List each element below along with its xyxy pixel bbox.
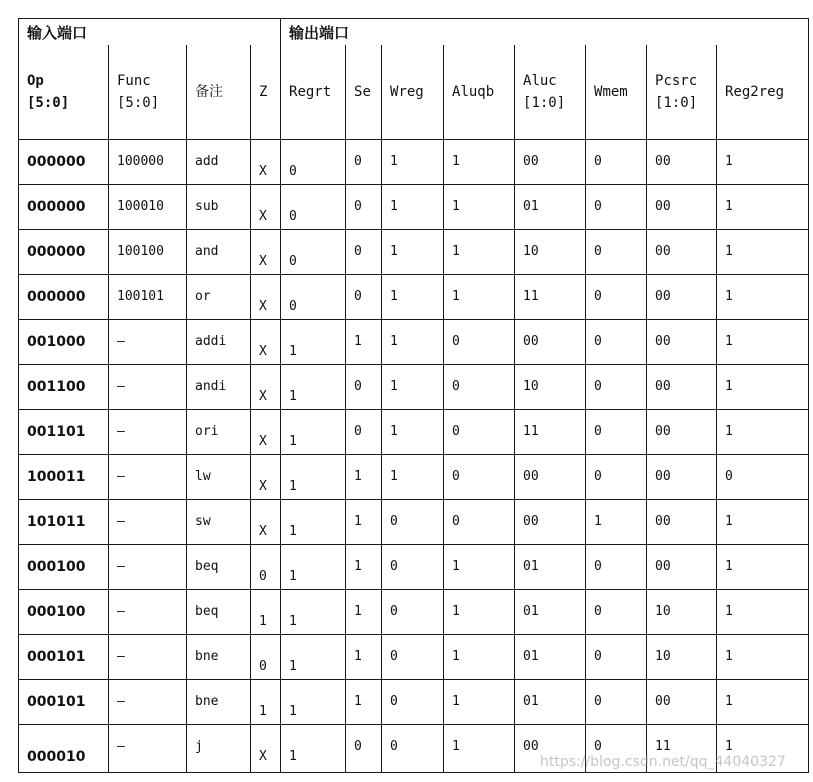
cell-reg2reg: 1 bbox=[717, 185, 809, 230]
cell-wmem: 0 bbox=[586, 590, 647, 635]
cell-wmem: 0 bbox=[586, 545, 647, 590]
table-body bbox=[19, 140, 809, 773]
column-header-line1: Wreg bbox=[390, 84, 424, 100]
cell-z: 1 bbox=[251, 680, 281, 725]
cell-aluc: 10 bbox=[515, 365, 586, 410]
cell-z: X bbox=[251, 185, 281, 230]
cell-regrt: 1 bbox=[281, 410, 346, 455]
cell-wreg: 1 bbox=[382, 275, 444, 320]
cell-wmem: 0 bbox=[586, 275, 647, 320]
column-header-wreg bbox=[382, 45, 444, 140]
cell-pcsrc: 00 bbox=[647, 545, 717, 590]
cell-se: 1 bbox=[346, 590, 382, 635]
cell-aluc: 00 bbox=[515, 140, 586, 185]
column-header-line1: Pcsrc bbox=[655, 73, 698, 89]
table-row bbox=[19, 635, 809, 680]
cell-z: X bbox=[251, 410, 281, 455]
cell-reg2reg: 1 bbox=[717, 320, 809, 365]
cell-wreg: 1 bbox=[382, 185, 444, 230]
table-row bbox=[19, 500, 809, 545]
cell-pcsrc: 00 bbox=[647, 680, 717, 725]
cell-reg2reg: 1 bbox=[717, 680, 809, 725]
cell-wmem: 0 bbox=[586, 230, 647, 275]
cell-wreg: 0 bbox=[382, 680, 444, 725]
table-row bbox=[19, 590, 809, 635]
cell-regrt: 1 bbox=[281, 680, 346, 725]
cell-note: bne bbox=[187, 680, 251, 725]
cell-aluc: 01 bbox=[515, 680, 586, 725]
cell-reg2reg: 1 bbox=[717, 365, 809, 410]
column-header-line2: [5:0] bbox=[27, 95, 70, 111]
cell-pcsrc: 00 bbox=[647, 410, 717, 455]
cell-note: and bbox=[187, 230, 251, 275]
cell-wreg: 0 bbox=[382, 500, 444, 545]
cell-aluc: 00 bbox=[515, 725, 586, 773]
table-row bbox=[19, 410, 809, 455]
cell-func: – bbox=[109, 590, 187, 635]
column-header-note bbox=[187, 45, 251, 140]
cell-wmem: 0 bbox=[586, 725, 647, 773]
cell-z: 0 bbox=[251, 635, 281, 680]
cell-note: sw bbox=[187, 500, 251, 545]
cell-regrt: 1 bbox=[281, 725, 346, 773]
column-header-regrt bbox=[281, 45, 346, 140]
cell-regrt: 0 bbox=[281, 185, 346, 230]
cell-wreg: 1 bbox=[382, 365, 444, 410]
cell-aluqb: 1 bbox=[444, 230, 515, 275]
watermark: https://blog.csdn.net/qq_44040327 bbox=[540, 754, 786, 770]
cell-se: 1 bbox=[346, 635, 382, 680]
cell-se: 1 bbox=[346, 545, 382, 590]
cell-op: 000100 bbox=[19, 590, 109, 635]
cell-z: X bbox=[251, 230, 281, 275]
cell-pcsrc: 00 bbox=[647, 275, 717, 320]
column-header-line2: [1:0] bbox=[655, 95, 698, 111]
table-row bbox=[19, 230, 809, 275]
cell-op: 100011 bbox=[19, 455, 109, 500]
cell-aluqb: 1 bbox=[444, 680, 515, 725]
cell-note: sub bbox=[187, 185, 251, 230]
cell-func: – bbox=[109, 365, 187, 410]
cell-aluc: 01 bbox=[515, 185, 586, 230]
cell-wreg: 1 bbox=[382, 140, 444, 185]
cell-se: 0 bbox=[346, 365, 382, 410]
cell-pcsrc: 00 bbox=[647, 320, 717, 365]
cell-reg2reg: 1 bbox=[717, 545, 809, 590]
cell-regrt: 1 bbox=[281, 590, 346, 635]
cell-note: bne bbox=[187, 635, 251, 680]
cell-pcsrc: 11 bbox=[647, 725, 717, 773]
table-row bbox=[19, 365, 809, 410]
cell-aluqb: 1 bbox=[444, 545, 515, 590]
cell-op: 000000 bbox=[19, 185, 109, 230]
column-header-z bbox=[251, 45, 281, 140]
cell-aluqb: 0 bbox=[444, 365, 515, 410]
cell-note: andi bbox=[187, 365, 251, 410]
cell-wmem: 0 bbox=[586, 185, 647, 230]
cell-z: X bbox=[251, 365, 281, 410]
cell-wreg: 1 bbox=[382, 410, 444, 455]
cell-aluqb: 1 bbox=[444, 725, 515, 773]
cell-se: 0 bbox=[346, 410, 382, 455]
cell-wmem: 0 bbox=[586, 455, 647, 500]
column-header-line1: Wmem bbox=[594, 84, 628, 100]
cell-func: – bbox=[109, 320, 187, 365]
cell-note: ori bbox=[187, 410, 251, 455]
cell-wreg: 0 bbox=[382, 545, 444, 590]
cell-func: – bbox=[109, 635, 187, 680]
cell-aluqb: 1 bbox=[444, 140, 515, 185]
cell-reg2reg: 1 bbox=[717, 590, 809, 635]
cell-reg2reg: 1 bbox=[717, 725, 809, 773]
column-header-op bbox=[19, 45, 109, 140]
cell-aluc: 10 bbox=[515, 230, 586, 275]
cell-regrt: 1 bbox=[281, 320, 346, 365]
cell-aluc: 11 bbox=[515, 410, 586, 455]
cell-wmem: 0 bbox=[586, 410, 647, 455]
table-row bbox=[19, 185, 809, 230]
cell-aluc: 00 bbox=[515, 455, 586, 500]
column-header-aluc bbox=[515, 45, 586, 140]
cell-aluqb: 1 bbox=[444, 185, 515, 230]
column-header-func bbox=[109, 45, 187, 140]
cell-z: X bbox=[251, 320, 281, 365]
input-port-group-header: 输入端口 bbox=[19, 19, 281, 46]
cell-aluc: 01 bbox=[515, 545, 586, 590]
cell-reg2reg: 1 bbox=[717, 140, 809, 185]
cell-func: 100100 bbox=[109, 230, 187, 275]
cell-aluqb: 0 bbox=[444, 410, 515, 455]
cell-op: 000100 bbox=[19, 545, 109, 590]
column-header-line2: [1:0] bbox=[523, 95, 566, 111]
cell-aluqb: 1 bbox=[444, 590, 515, 635]
table-row bbox=[19, 275, 809, 320]
column-header-line1: Regrt bbox=[289, 84, 332, 100]
output-port-group-header: 输出端口 bbox=[281, 19, 809, 46]
cell-op: 000000 bbox=[19, 140, 109, 185]
cell-pcsrc: 10 bbox=[647, 635, 717, 680]
cell-z: X bbox=[251, 275, 281, 320]
cell-se: 1 bbox=[346, 500, 382, 545]
cell-note: add bbox=[187, 140, 251, 185]
cell-op: 000101 bbox=[19, 680, 109, 725]
cell-pcsrc: 00 bbox=[647, 455, 717, 500]
cell-func: 100101 bbox=[109, 275, 187, 320]
cell-pcsrc: 00 bbox=[647, 140, 717, 185]
cell-func: – bbox=[109, 500, 187, 545]
cell-regrt: 1 bbox=[281, 500, 346, 545]
cell-se: 0 bbox=[346, 275, 382, 320]
cell-reg2reg: 1 bbox=[717, 410, 809, 455]
cell-reg2reg: 1 bbox=[717, 635, 809, 680]
cell-z: X bbox=[251, 500, 281, 545]
cell-wmem: 1 bbox=[586, 500, 647, 545]
cell-wreg: 0 bbox=[382, 635, 444, 680]
table-row bbox=[19, 680, 809, 725]
cell-pcsrc: 00 bbox=[647, 230, 717, 275]
cell-pcsrc: 10 bbox=[647, 590, 717, 635]
cell-aluc: 01 bbox=[515, 635, 586, 680]
cell-z: 0 bbox=[251, 545, 281, 590]
column-header-aluqb bbox=[444, 45, 515, 140]
cell-op: 001000 bbox=[19, 320, 109, 365]
table-row bbox=[19, 455, 809, 500]
cell-op: 001101 bbox=[19, 410, 109, 455]
control-signal-table bbox=[18, 18, 809, 773]
cell-regrt: 1 bbox=[281, 365, 346, 410]
cell-wreg: 0 bbox=[382, 590, 444, 635]
column-header-row bbox=[19, 45, 809, 140]
cell-func: 100000 bbox=[109, 140, 187, 185]
cell-se: 1 bbox=[346, 455, 382, 500]
cell-reg2reg: 1 bbox=[717, 275, 809, 320]
cell-note: addi bbox=[187, 320, 251, 365]
cell-wreg: 1 bbox=[382, 320, 444, 365]
column-header-reg2reg bbox=[717, 45, 809, 140]
cell-wmem: 0 bbox=[586, 365, 647, 410]
cell-note: or bbox=[187, 275, 251, 320]
cell-se: 0 bbox=[346, 140, 382, 185]
column-header-pcsrc bbox=[647, 45, 717, 140]
cell-func: – bbox=[109, 410, 187, 455]
cell-wreg: 1 bbox=[382, 455, 444, 500]
cell-z: 1 bbox=[251, 590, 281, 635]
cell-func: – bbox=[109, 680, 187, 725]
column-header-line1: Op bbox=[27, 73, 44, 89]
group-header-row bbox=[19, 19, 809, 46]
column-header-line1: Reg2reg bbox=[725, 84, 785, 100]
cell-func: 100010 bbox=[109, 185, 187, 230]
cell-se: 0 bbox=[346, 230, 382, 275]
cell-aluqb: 1 bbox=[444, 635, 515, 680]
cell-aluc: 00 bbox=[515, 500, 586, 545]
column-header-line1: Aluqb bbox=[452, 84, 495, 100]
cell-regrt: 1 bbox=[281, 455, 346, 500]
cell-note: j bbox=[187, 725, 251, 773]
cell-aluc: 00 bbox=[515, 320, 586, 365]
table-row bbox=[19, 140, 809, 185]
cell-note: beq bbox=[187, 545, 251, 590]
cell-regrt: 1 bbox=[281, 635, 346, 680]
cell-func: – bbox=[109, 545, 187, 590]
column-header-line1: Z bbox=[259, 84, 268, 100]
cell-aluqb: 0 bbox=[444, 500, 515, 545]
cell-se: 1 bbox=[346, 320, 382, 365]
column-header-line1: Func bbox=[117, 73, 151, 89]
cell-op: 000101 bbox=[19, 635, 109, 680]
cell-aluqb: 0 bbox=[444, 455, 515, 500]
table-row bbox=[19, 545, 809, 590]
column-header-line2: [5:0] bbox=[117, 95, 160, 111]
cell-func: – bbox=[109, 725, 187, 773]
cell-reg2reg: 1 bbox=[717, 230, 809, 275]
cell-pcsrc: 00 bbox=[647, 365, 717, 410]
cell-z: X bbox=[251, 725, 281, 773]
cell-pcsrc: 00 bbox=[647, 185, 717, 230]
cell-op: 000000 bbox=[19, 230, 109, 275]
cell-reg2reg: 1 bbox=[717, 500, 809, 545]
cell-wmem: 0 bbox=[586, 140, 647, 185]
cell-aluqb: 1 bbox=[444, 275, 515, 320]
cell-func: – bbox=[109, 455, 187, 500]
column-header-wmem bbox=[586, 45, 647, 140]
cell-se: 0 bbox=[346, 725, 382, 773]
cell-aluqb: 0 bbox=[444, 320, 515, 365]
cell-op: 101011 bbox=[19, 500, 109, 545]
cell-note: beq bbox=[187, 590, 251, 635]
cell-wmem: 0 bbox=[586, 680, 647, 725]
cell-wreg: 0 bbox=[382, 725, 444, 773]
cell-regrt: 0 bbox=[281, 275, 346, 320]
column-header-line1: 备注 bbox=[195, 84, 223, 100]
cell-reg2reg: 0 bbox=[717, 455, 809, 500]
column-header-line1: Se bbox=[354, 84, 371, 100]
cell-op: 001100 bbox=[19, 365, 109, 410]
cell-wmem: 0 bbox=[586, 320, 647, 365]
cell-regrt: 0 bbox=[281, 140, 346, 185]
cell-op: 000010 bbox=[19, 725, 109, 773]
cell-op: 000000 bbox=[19, 275, 109, 320]
cell-note: lw bbox=[187, 455, 251, 500]
cell-z: X bbox=[251, 140, 281, 185]
cell-se: 1 bbox=[346, 680, 382, 725]
cell-regrt: 1 bbox=[281, 545, 346, 590]
cell-pcsrc: 00 bbox=[647, 500, 717, 545]
cell-regrt: 0 bbox=[281, 230, 346, 275]
cell-wreg: 1 bbox=[382, 230, 444, 275]
column-header-se bbox=[346, 45, 382, 140]
cell-wmem: 0 bbox=[586, 635, 647, 680]
cell-aluc: 11 bbox=[515, 275, 586, 320]
cell-aluc: 01 bbox=[515, 590, 586, 635]
column-header-line1: Aluc bbox=[523, 73, 557, 89]
cell-se: 0 bbox=[346, 185, 382, 230]
cell-z: X bbox=[251, 455, 281, 500]
table-row bbox=[19, 320, 809, 365]
